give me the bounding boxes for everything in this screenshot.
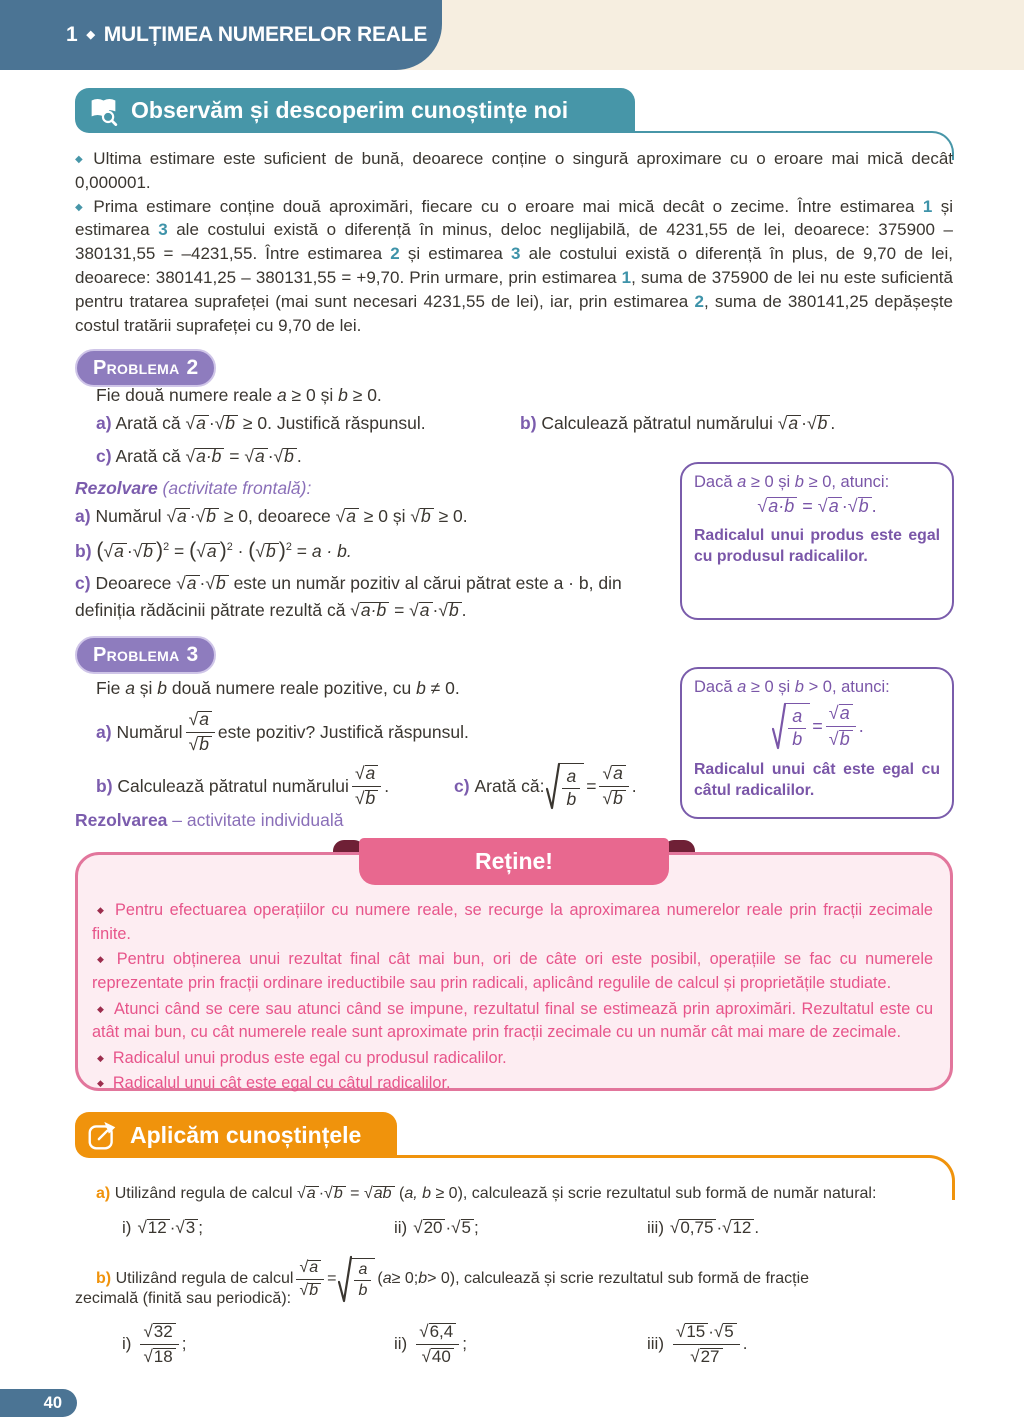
exercise-a-items	[122, 1218, 759, 1238]
exercise-b-item-iii: iii) √ 15 · √ 5 √ 27 .	[647, 1322, 747, 1365]
remember-title: Reține!	[475, 848, 553, 874]
remember-item: ◆ Pentru obținerea unui rezultat final cât mai bun, ori de câte ori este posibil, operațiile se fac cu numerele reprezentate prin fracții ordinare ireductibile sau prin radicali, aplicând regulile de calcul și proprietățile studiate.	[92, 948, 933, 995]
rule-box-condition: Dacă a ≥ 0 și b > 0, atunci:	[694, 678, 890, 696]
problem-2-solution-a: a) Numărul √ a · √ b ≥ 0, deoarece √ a ≥ 0 și √ b ≥ 0.	[75, 506, 468, 527]
intro-p1: Ultima estimare este suficient de bună, deoarece conține o singură aproximare cu o eroare mai mică decât 0,000001.	[75, 149, 953, 192]
problem-2-questions	[96, 413, 953, 434]
rule-box-statement: Radicalul unui cât este egal cu câtul radicalilor.	[694, 761, 940, 799]
diamond-bullet-icon	[75, 149, 93, 168]
diamond-bullet-icon	[75, 197, 93, 216]
page-number-tab	[0, 1389, 77, 1417]
exercise-b: b) Utilizând regula de calcul √ a √ b = $\frac{a}{b}$ ( a ≥ 0; b > 0), calculează și scrie rezultatul sub formă de fracție	[96, 1248, 809, 1310]
problem-2-question-b: b) Calculează pătratul numărului √ a · √ b .	[520, 413, 835, 434]
problem-2-solution-c: c) Deoarece √ a · √ b este un număr pozitiv al cărui pătrat este a · b, din definiția rădăcinii pătrate rezultă că √ a·b = √ a · √ b .	[75, 570, 647, 624]
radical-icon	[338, 1254, 352, 1304]
exercise-a-item-ii: ii) √ 20 · √ 5 ;	[394, 1218, 647, 1238]
remember-item: ◆ Radicalul unui cât este egal cu câtul radicalilor.	[92, 1072, 933, 1096]
diamond-separator-icon: ◆	[86, 28, 95, 41]
section-banner-apply	[75, 1112, 397, 1158]
remember-item: ◆ Atunci când se cere sau atunci când se impune, rezultatul final se estimează prin aproximări. Rezultatul este cu atât mai bun, cu cât numerele reale sunt aproximate prin fracții zecimale cu un număr cât mai mare de zecimale.	[92, 998, 933, 1045]
rule-box-quotient	[680, 667, 954, 819]
diamond-bullet-icon	[92, 950, 117, 968]
section-title-observe: Observăm și descoperim cunoștințe noi	[131, 97, 569, 123]
pen-icon	[87, 1120, 118, 1151]
estimation-ref: 2	[694, 291, 704, 311]
page-number: 40	[43, 1393, 62, 1412]
estimation-ref: 3	[511, 244, 521, 264]
exercise-b-item-i: i) √ 32 √ 18 ;	[122, 1322, 394, 1365]
section-title-apply: Aplicăm cunoștințele	[130, 1121, 362, 1148]
chapter-title: MULȚIMEA NUMERELOR REALE	[103, 23, 428, 46]
exercise-a-item-iii: iii) √ 0,75 · √ 12 .	[647, 1218, 759, 1238]
rule-box-formula: $\frac{a}{b}$ = √ a √ b .	[694, 701, 940, 751]
remember-item: ◆ Radicalul unui produs este egal cu produsul radicalilor.	[92, 1047, 933, 1071]
radical-icon	[772, 701, 786, 751]
estimation-ref: 1	[922, 196, 933, 216]
estimation-ref: 3	[158, 220, 168, 240]
exercise-b-line2: zecimală (finită sau periodică):	[75, 1290, 292, 1307]
page-header	[0, 0, 1024, 70]
estimation-ref: 1	[621, 267, 632, 287]
problem-2-solution-heading: Rezolvare (activitate frontală):	[75, 478, 312, 498]
problem-3-question-b: b) Calculează pătratul numărului √ a √ b .	[96, 764, 454, 808]
rule-box-formula: √ a·b = √ a · √ b .	[694, 496, 940, 517]
exercise-b-items	[122, 1312, 747, 1376]
rule-box-statement: Radicalul unui produs este egal cu produsul radicalilor.	[694, 527, 940, 565]
remember-item: ◆ Pentru efectuarea operațiilor cu numere reale, se recurge la aproximarea numerelor reale prin fracții zecimale finite.	[92, 899, 933, 946]
exercise-a-item-i: i) √ 12 · √ 3 ;	[122, 1218, 394, 1238]
problem-3-solution-heading: Rezolvarea – activitate individuală	[75, 810, 344, 830]
problem-3-question-c: c) Arată că: $\frac{a}{b}$ = √ a √ b .	[454, 761, 637, 811]
intro-paragraph: ◆ Prima estimare conține două aproximări, fiecare cu o eroare mai mică decât o zecime. Între estimarea 1 și estimarea 3 ale costului există o diferență în minus, deloc neglijabilă, de 4231,55 de lei, deoarece: 375900 – 380131,55 = –4231,55. Între estimarea 2 și estimarea 3 ale costului există o diferență în plus, de 9,70 de lei, deoarece: 380141,25 – 380131,55 = +9,70. Prin urmare, prin estimarea 1, suma de 375900 de lei nu este suficientă pentru tratarea suprafeței (mai sunt necesari 4231,55 de lei), iar, prin estimarea 2, suma de 380141,25 depășește costul tratării suprafeței cu 9,70 de lei.	[75, 195, 953, 338]
problem-3-statement: Fie a și b două numere reale pozitive, cu b ≠ 0.	[96, 678, 460, 698]
exercise-a: a) Utilizând regula de calcul √ a · √ b = √ ab (a, b ≥ 0), calculează și scrie rezultatul sub formă de număr natural:	[96, 1185, 876, 1203]
problem-2-question-a: a) Arată că √ a · √ b ≥ 0. Justifică răspunsul.	[96, 413, 520, 434]
problem-3-badge: Problema 3	[75, 636, 216, 674]
rule-box-condition: Dacă a ≥ 0 și b ≥ 0, atunci:	[694, 473, 890, 491]
problem-2-badge: Problema 2	[75, 349, 216, 387]
exercise-b-item-ii: ii) √ 6,4 √ 40 ;	[394, 1322, 647, 1365]
remember-box	[75, 852, 953, 1091]
rule-box-product	[680, 462, 954, 620]
remember-ribbon	[359, 838, 669, 885]
book-magnifier-icon	[88, 95, 119, 126]
intro-paragraph	[75, 147, 953, 195]
chapter-tab	[0, 0, 442, 70]
diamond-bullet-icon	[92, 1049, 113, 1067]
diamond-bullet-icon	[92, 1000, 114, 1018]
radical-icon	[546, 761, 560, 811]
chapter-number: 1	[66, 23, 78, 46]
section-banner-observe	[75, 88, 635, 133]
problem-2-solution-b: b) ( √ a · √ b )$^2$ = ( √ a )$^2$ · ( √ b )$^2$ = a · b.	[75, 538, 352, 563]
diamond-bullet-icon	[92, 1074, 113, 1092]
problem-3-question-a: a) Numărul √ a √ b este pozitiv? Justifică răspunsul.	[96, 703, 469, 761]
problem-2-statement: Fie două numere reale a ≥ 0 și b ≥ 0.	[96, 385, 382, 405]
intro-text	[75, 147, 953, 337]
estimation-ref: 2	[390, 244, 400, 264]
remember-section	[75, 838, 953, 1092]
problem-2-question-c: c) Arată că √ a·b = √ a · √ b .	[96, 446, 302, 467]
diamond-bullet-icon	[92, 901, 115, 919]
